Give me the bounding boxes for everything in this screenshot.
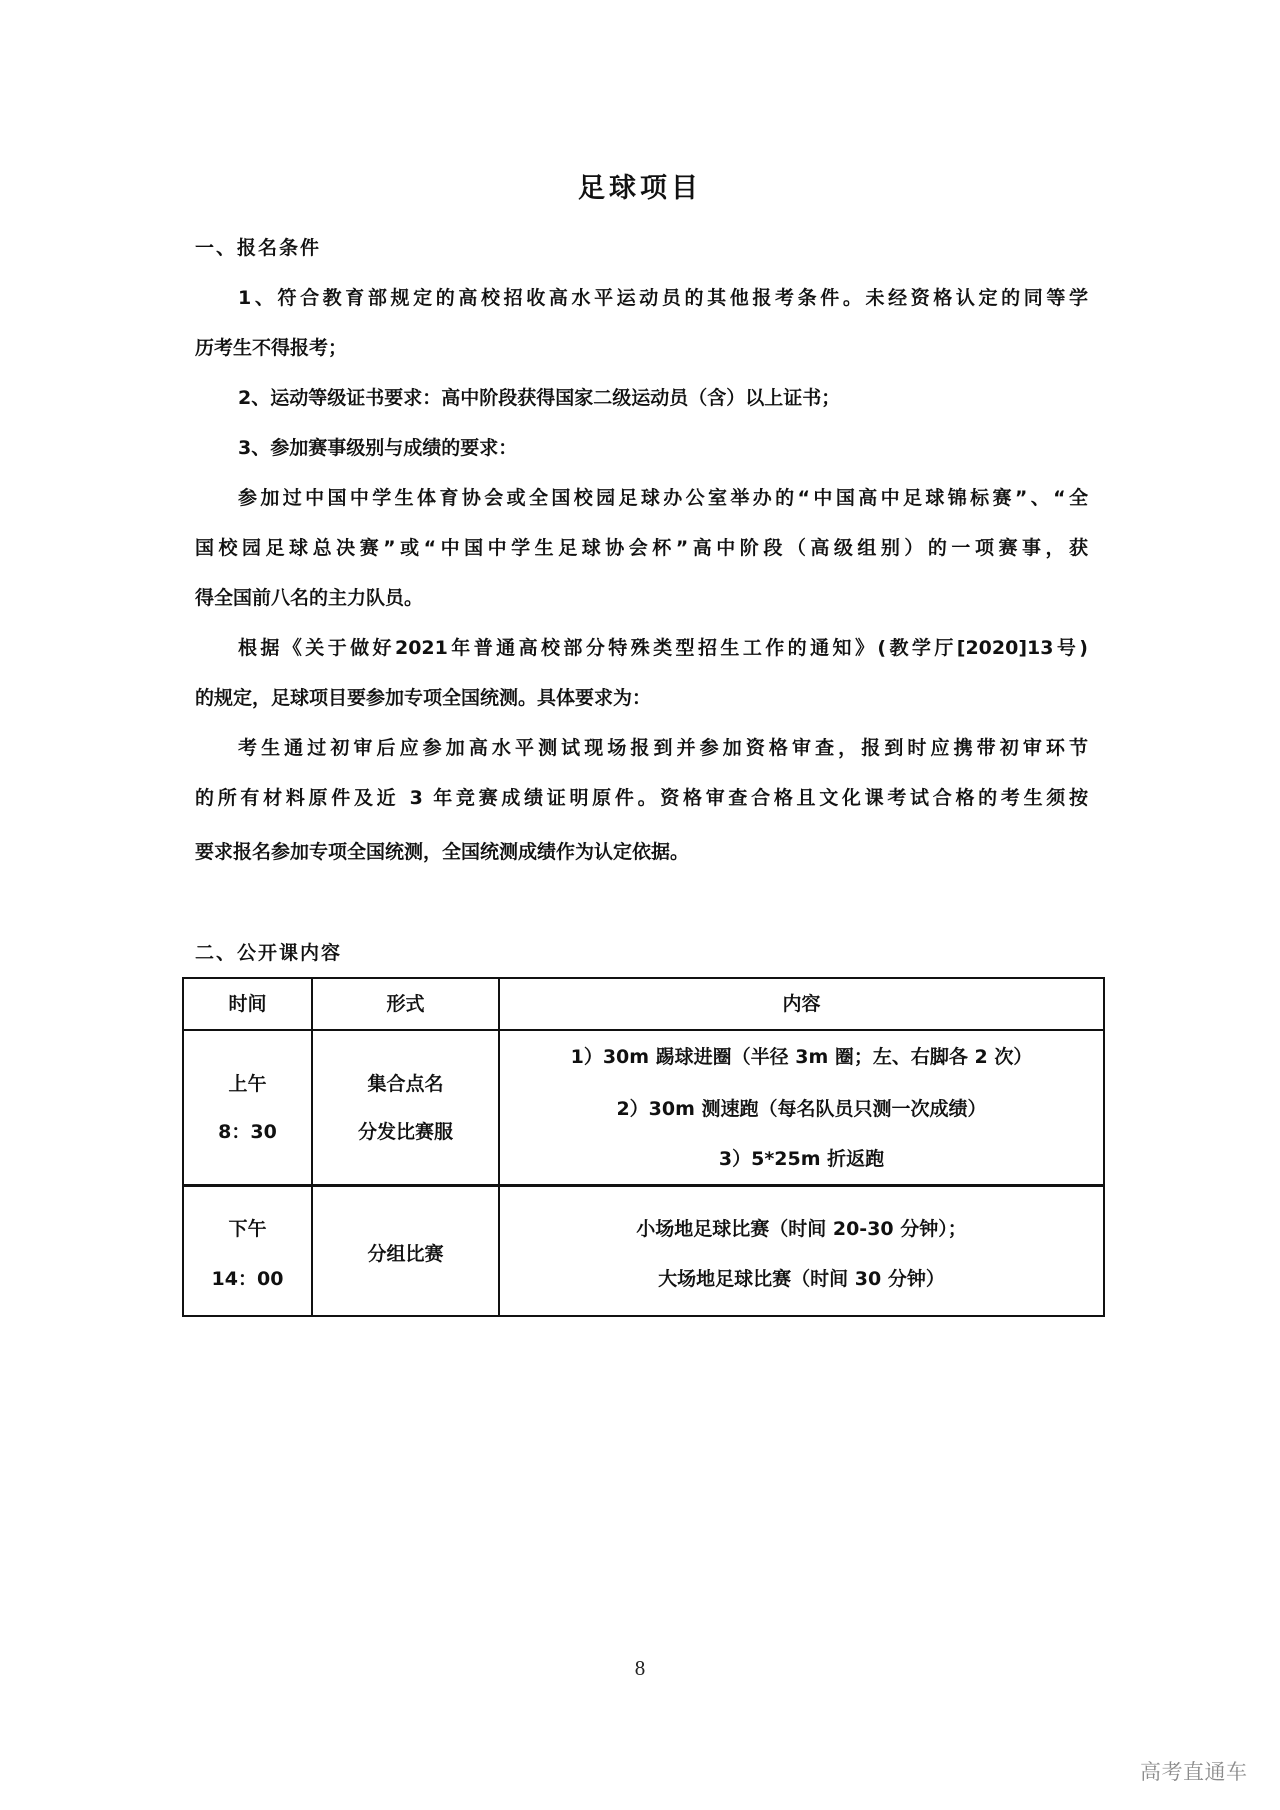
paragraph-line: 的规定，足球项目要参加专项全国统测。具体要求为： — [195, 687, 652, 709]
table-cell-form: 集合点名 — [367, 1073, 444, 1095]
paragraph-line: 得全国前八名的主力队员。 — [195, 587, 424, 609]
paragraph-line: 的所有材料原件及近 3 年竞赛成绩证明原件。资格审查合格且文化课考试合格的考生须按 — [195, 787, 1088, 809]
table-cell-content: 3）5*25m 折返跑 — [718, 1148, 885, 1170]
table-cell-time: 14：00 — [211, 1268, 284, 1290]
table-cell-time: 8：30 — [218, 1121, 277, 1143]
table-header-time: 时间 — [228, 993, 267, 1015]
table-divider — [184, 1184, 1103, 1187]
paragraph-line: 国校园足球总决赛”或“中国中学生足球协会杯”高中阶段（高级组别）的一项赛事，获 — [195, 537, 1088, 559]
table-cell-content: 大场地足球比赛（时间 30 分钟） — [658, 1268, 945, 1290]
paragraph-line: 要求报名参加专项全国统测，全国统测成绩作为认定依据。 — [195, 841, 690, 863]
table-cell-time: 下午 — [228, 1218, 267, 1240]
table-header-form: 形式 — [386, 993, 425, 1015]
table-header-content: 内容 — [782, 993, 821, 1015]
paragraph-line: 历考生不得报考； — [195, 337, 348, 359]
paragraph-line: 3、参加赛事级别与成绩的要求： — [238, 437, 518, 459]
table-cell-content: 2）30m 测速跑（每名队员只测一次成绩） — [616, 1098, 987, 1120]
watermark: 高考直通车 — [1140, 1760, 1248, 1784]
paragraph-line: 1、符合教育部规定的高校招收高水平运动员的其他报考条件。未经资格认定的同等学 — [238, 287, 1088, 309]
paragraph-line: 2、运动等级证书要求：高中阶段获得国家二级运动员（含）以上证书； — [238, 387, 841, 409]
table-cell-form: 分组比赛 — [367, 1243, 444, 1265]
paragraph-line: 根据《关于做好2021年普通高校部分特殊类型招生工作的通知》(教学厅[2020]13号) — [238, 637, 1088, 659]
paragraph-line: 参加过中国中学生体育协会或全国校园足球办公室举办的“中国高中足球锦标赛”、“全 — [238, 487, 1088, 509]
table-cell-content: 小场地足球比赛（时间 20-30 分钟）； — [636, 1218, 967, 1240]
section-heading-registration: 一、报名条件 — [195, 237, 322, 259]
schedule-table — [182, 977, 1105, 1317]
table-cell-time: 上午 — [228, 1073, 267, 1095]
table-divider — [184, 1029, 1103, 1031]
paragraph-line: 考生通过初审后应参加高水平测试现场报到并参加资格审查，报到时应携带初审环节 — [238, 737, 1088, 759]
table-cell-content: 1）30m 踢球进圈（半径 3m 圈；左、右脚各 2 次） — [570, 1046, 1033, 1068]
page-number: 8 — [634, 1656, 646, 1680]
section-heading-open-class: 二、公开课内容 — [195, 942, 343, 964]
page-title: 足球项目 — [578, 173, 702, 204]
table-cell-form: 分发比赛服 — [357, 1121, 453, 1143]
